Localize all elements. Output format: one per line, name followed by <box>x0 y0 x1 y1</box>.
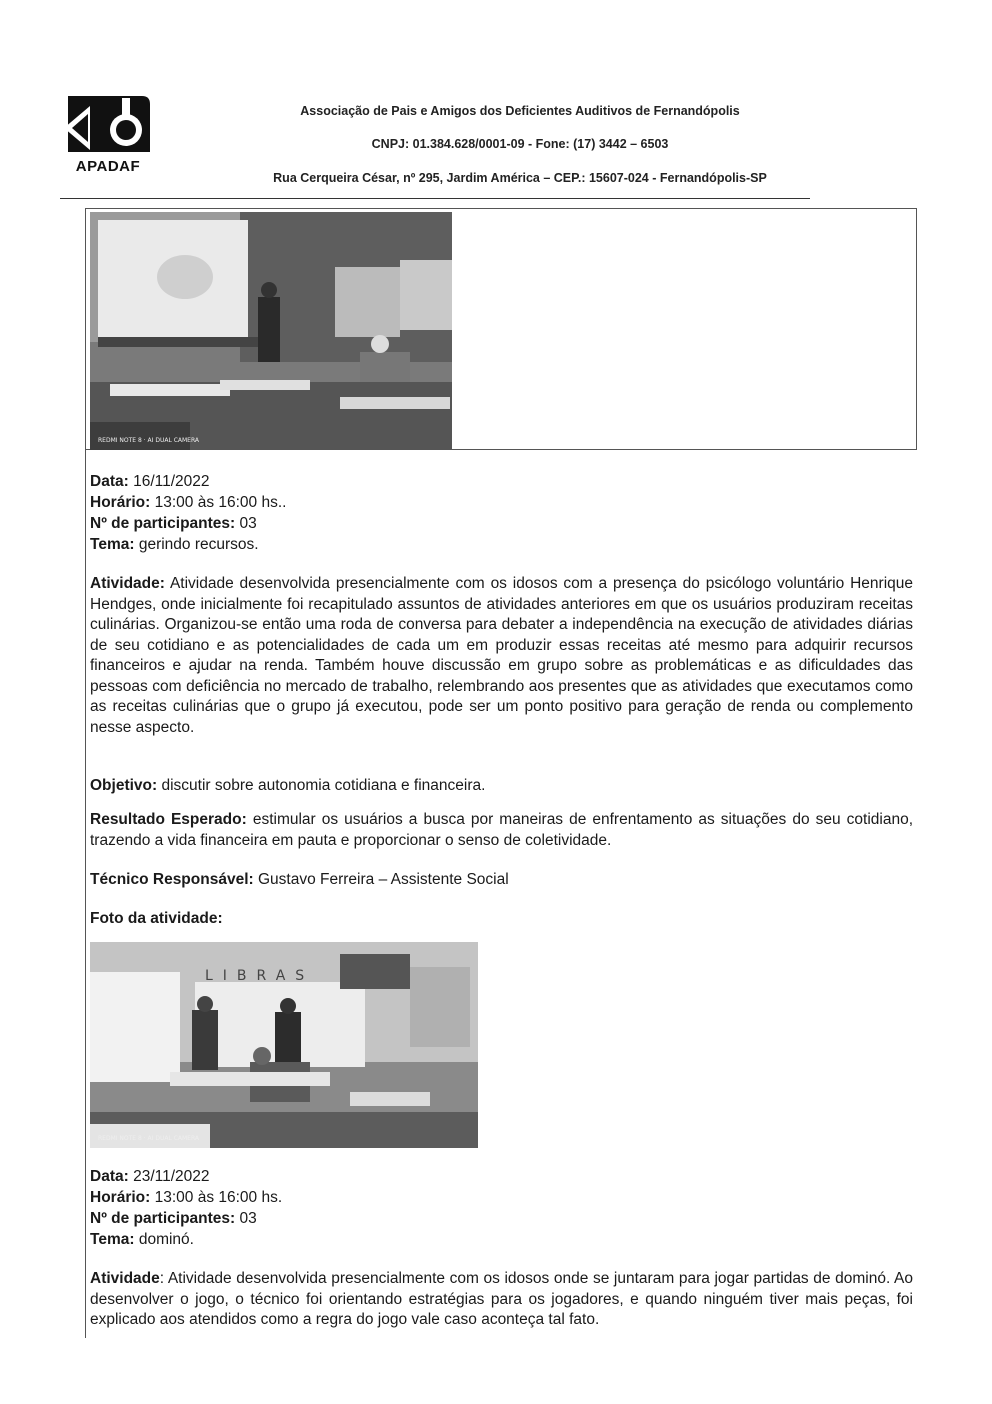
theme-value: gerindo recursos. <box>138 536 259 553</box>
activity1-theme-line <box>90 535 913 556</box>
frame-left-border <box>85 208 86 1338</box>
participants-label: Nº de participantes: <box>90 1210 236 1227</box>
objective-label: Objetivo: <box>90 777 158 794</box>
cnpj-line: CNPJ: 01.384.628/0001-09 - Fone: (17) 3442 – 6503 <box>371 137 669 151</box>
date-value: 16/11/2022 <box>133 473 210 490</box>
activity2-time-line <box>90 1188 913 1209</box>
activity1-date-line <box>90 472 913 493</box>
photo-watermark: REDMI NOTE 8 · AI DUAL CAMERA <box>98 437 199 444</box>
participants-label: Nº de participantes: <box>90 515 236 532</box>
participants-value: 03 <box>239 1210 257 1227</box>
technician-value: Gustavo Ferreira – Assistente Social <box>257 871 509 888</box>
logo-text: APADAF <box>75 158 141 175</box>
result-label: Resultado Esperado: <box>90 811 247 828</box>
time-label: Horário: <box>90 1189 151 1206</box>
time-value: 13:00 às 16:00 hs. <box>154 1189 283 1206</box>
activity2-theme-line <box>90 1230 913 1251</box>
theme-label: Tema: <box>90 1231 135 1248</box>
address-line: Rua Cerqueira César, nº 295, Jardim América – CEP.: 15607-024 - Fernandópolis-SP <box>273 171 767 185</box>
activity-text: : Atividade desenvolvida presencialmente com os idosos onde se juntaram para jogar partidas de dominó. Ao desenvolver o jogo, o técnico foi orientando estratégias para os jogadores, e quando ninguém tiver mais peças, foi explicado aos atendidos como a regra do jogo vale caso aconteça tal fato. <box>90 1270 913 1328</box>
time-label: Horário: <box>90 494 151 511</box>
header-divider <box>60 198 810 199</box>
frame-right-border <box>916 208 917 450</box>
activity1-objective <box>90 776 913 797</box>
theme-label: Tema: <box>90 536 135 553</box>
photo-label: Foto da atividade: <box>90 910 223 927</box>
result-value: estimular os usuários a busca por maneiras de enfrentamento as situações do seu cotidiano, trazendo a vida financeira em pauta e proporcionar o senso de coletividade. <box>90 811 913 849</box>
activity2-date-line <box>90 1167 913 1188</box>
activity2-description <box>90 1269 913 1331</box>
activity1-expected-result <box>90 810 913 851</box>
activity-text: Atividade desenvolvida presencialmente com os idosos com a presença do psicólogo voluntário Henrique Hendges, onde inicialmente foi recapitulado assuntos de atividades anteriores em que os usuários produziram receitas culinárias. Organizou-se então uma roda de conversa para debater a independência na execução de atividades diárias de seu cotidiano e as potencialidades de cada um em produzir essas receitas até mesmo para adquirir recursos financeiros e ajudar na renda. Também houve discussão em grupo sobre as problemáticas e as dificuldades das pessoas com deficiência no mercado de trabalho, relembrando aos presentes que as atividades que executamos como as receitas culinárias que o grupo já executou, pode ser um ponto positivo para geração de renda ou complemento nesse aspecto. <box>90 575 913 736</box>
objective-value: discutir sobre autonomia cotidiana e financeira. <box>161 777 486 794</box>
technician-label: Técnico Responsável: <box>90 871 254 888</box>
activity-label: Atividade <box>90 1270 160 1287</box>
activity2-participants-line <box>90 1209 913 1230</box>
activity1-participants-line <box>90 514 913 535</box>
org-name: Associação de Pais e Amigos dos Deficientes Auditivos de Fernandópolis <box>300 104 740 118</box>
board-text: LIBRAS <box>205 968 315 984</box>
activity1-description <box>90 574 913 738</box>
date-label: Data: <box>90 1168 129 1185</box>
activity-photo-1 <box>90 212 452 450</box>
activity1-technician <box>90 870 913 891</box>
date-label: Data: <box>90 473 129 490</box>
photo-watermark: REDMI NOTE 8 · AI DUAL CAMERA <box>98 1135 199 1142</box>
frame-top-border <box>85 208 917 209</box>
activity1-time-line <box>90 493 913 514</box>
participants-value: 03 <box>239 515 257 532</box>
activity-photo-2 <box>90 942 478 1148</box>
photo-caption <box>90 909 913 930</box>
time-value: 13:00 às 16:00 hs.. <box>154 494 287 511</box>
activity-label: Atividade: <box>90 575 165 592</box>
theme-value: dominó. <box>138 1231 194 1248</box>
date-value: 23/11/2022 <box>133 1168 210 1185</box>
